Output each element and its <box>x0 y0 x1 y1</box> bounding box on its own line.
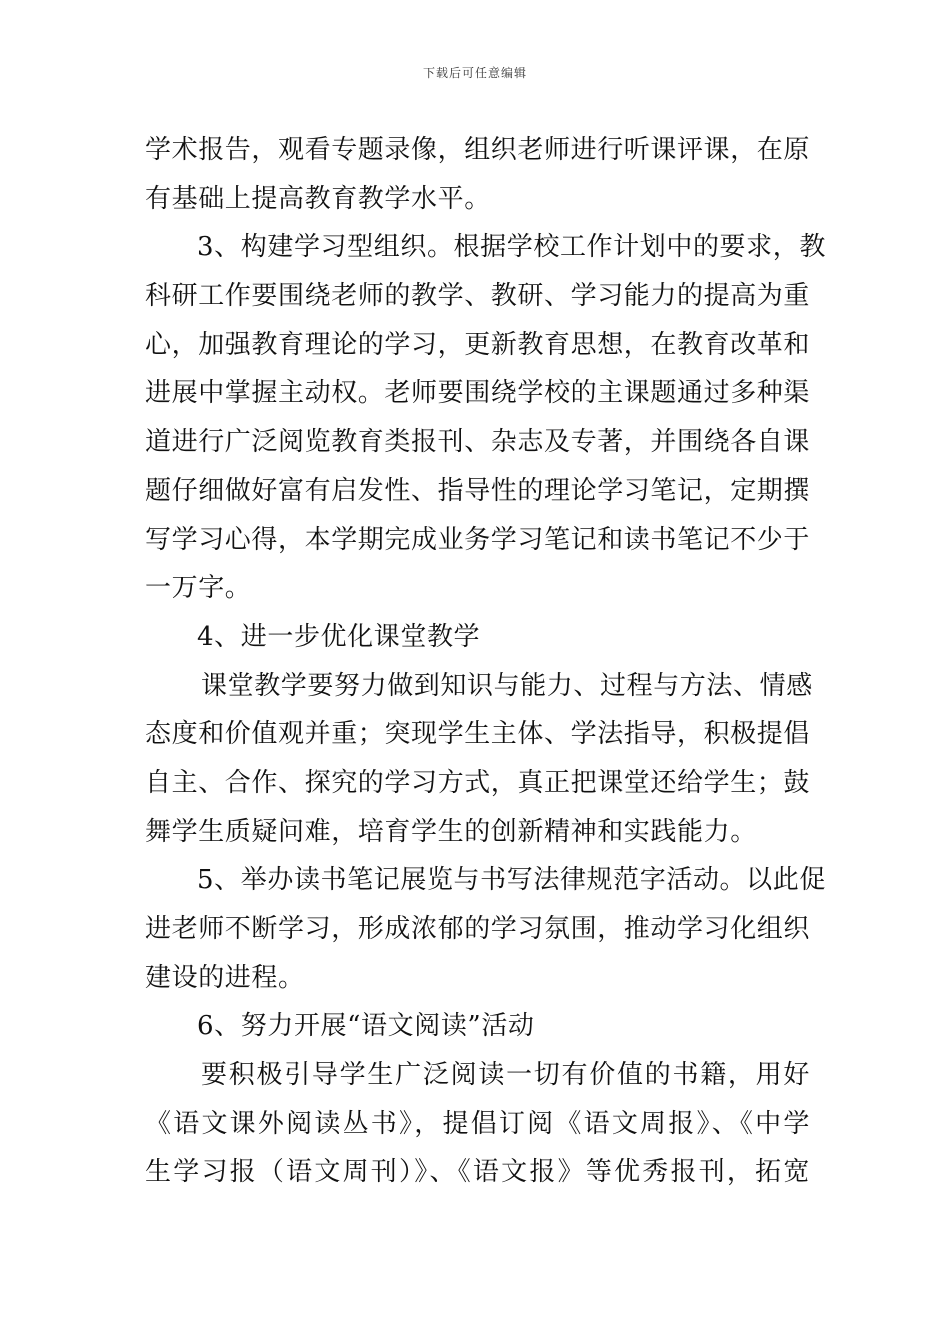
paragraph-start: 课堂教学要努力做到知识与能力、过程与方法、情感 <box>201 670 813 701</box>
text-line: 学术报告，观看专题录像，组织老师进行听课评课，在原 <box>145 135 811 165</box>
section-heading-6: 6、努力开展“语文阅读”活动 <box>197 1011 535 1042</box>
text-line: 写学习心得，本学期完成业务学习笔记和读书笔记不少于 <box>145 524 811 555</box>
text-line: 态度和价值观并重；突现学生主体、学法指导，积极提倡 <box>145 719 811 750</box>
page-header-note: 下载后可任意编辑 <box>422 66 527 80</box>
section-heading-4: 4、进一步优化课堂教学 <box>197 621 481 652</box>
text-line: 道进行广泛阅览教育类报刊、杂志及专著，并围绕各自课 <box>145 427 811 458</box>
text-line: 有基础上提高教育教学水平。 <box>145 183 491 214</box>
paragraph-heading-5: 5、举办读书笔记展览与书写法律规范字活动。以此促 <box>197 865 826 896</box>
text-line: 一万字。 <box>145 573 252 604</box>
paragraph-heading-3: 3、构建学习型组织。根据学校工作计划中的要求，教 <box>197 232 826 263</box>
text-line: 进老师不断学习，形成浓郁的学习氛围，推动学习化组织 <box>145 914 811 944</box>
text-line: 题仔细做好富有启发性、指导性的理论学习笔记，定期撰 <box>145 475 811 506</box>
text-line: 舞学生质疑问难，培育学生的创新精神和实践能力。 <box>145 816 757 847</box>
text-line: 生学习报（语文周刊）》、《语文报》等优秀报刊，拓宽 <box>145 1157 810 1188</box>
text-line: 《语文课外阅读丛书》，提倡订阅《语文周报》、《中学 <box>145 1108 810 1139</box>
text-line: 建设的进程。 <box>145 962 305 993</box>
text-line: 科研工作要围绕老师的教学、教研、学习能力的提高为重 <box>145 281 811 312</box>
text-line: 心，加强教育理论的学习，更新教育思想，在教育改革和 <box>145 329 811 360</box>
text-line: 进展中掌握主动权。老师要围绕学校的主课题通过多种渠 <box>145 378 811 409</box>
text-line: 自主、合作、探究的学习方式，真正把课堂还给学生；鼓 <box>145 767 811 798</box>
paragraph-start: 要积极引导学生广泛阅读一切有价值的书籍，用好 <box>201 1060 810 1091</box>
document-body <box>145 126 826 1197</box>
